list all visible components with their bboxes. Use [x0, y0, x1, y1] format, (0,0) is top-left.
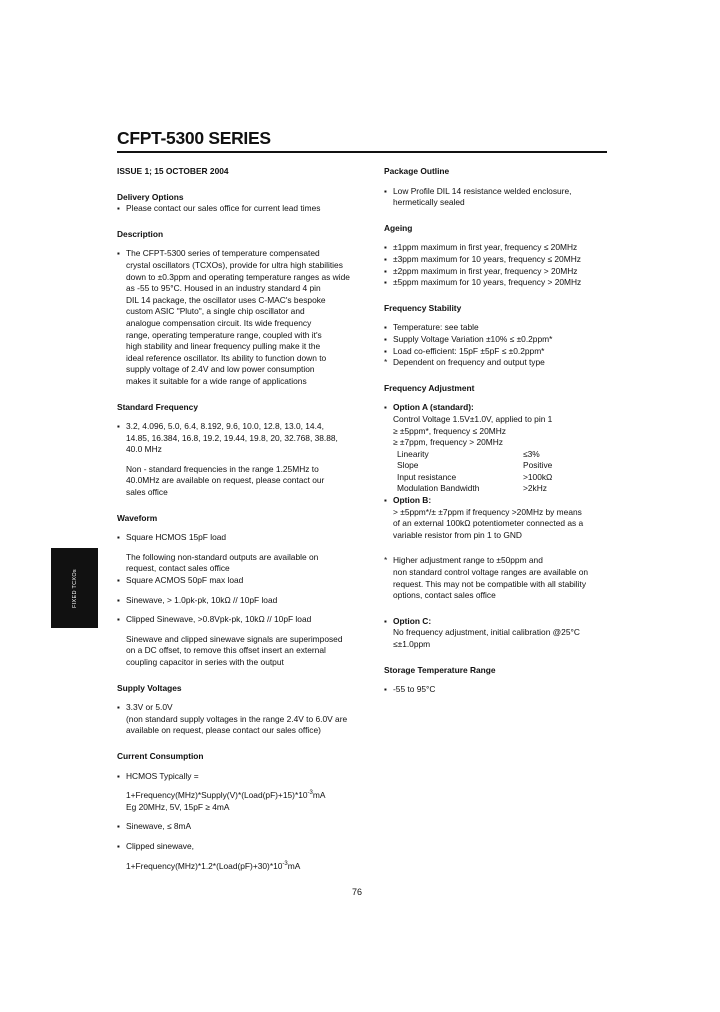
issue-line: ISSUE 1; 15 OCTOBER 2004: [117, 166, 229, 176]
formula-exponent: -3: [282, 860, 288, 867]
spec-label: Slope: [397, 460, 419, 471]
spec-value: ≤3%: [523, 448, 540, 459]
standard-frequency-heading: Standard Frequency: [117, 401, 198, 412]
description-line: range, operating temperature range, coupled with it's: [126, 329, 322, 340]
waveform-item: ▪ Square ACMOS 50pF max load: [117, 575, 367, 587]
formula-exponent: -3: [307, 790, 313, 797]
title-rule: [117, 151, 607, 153]
option-c-text: [384, 627, 609, 650]
spec-value: >100kΩ: [523, 471, 553, 482]
waveform-item: ▪ Sinewave, > 1.0pk-pk, 10kΩ // 10pF load: [117, 595, 367, 607]
description-line: analogue compensation circuit. Its wide frequency: [126, 317, 312, 328]
note-line: on a DC offset, to remove this offset insert an external: [126, 645, 326, 656]
option-a-label: ▪ Option A (standard):: [384, 402, 609, 414]
option-b-line: > ±5ppm*/± ±7ppm if frequency >20MHz by means: [393, 506, 582, 517]
waveform-item: ▪ Square HCMOS 15pF load: [117, 532, 367, 544]
frequency-line: 14.85, 16.384, 16.8, 19.2, 19.44, 19.8, 20, 32.768, 38.88,: [126, 432, 338, 443]
waveform-note: [117, 552, 367, 575]
note-line: request, contact sales office: [126, 563, 230, 574]
option-b-line: variable resistor from pin 1 to GND: [393, 529, 522, 540]
spec-label: Input resistance: [397, 471, 457, 482]
note-line: Sinewave and clipped sinewave signals are superimposed: [126, 633, 343, 644]
storage-item: ▪ -55 to 95°C: [384, 684, 609, 696]
ageing-item: ▪ ±2ppm maximum in first year, frequency > 20MHz: [384, 266, 609, 278]
description-line: DIL 14 package, the oscillator uses C-MAC's bespoke: [126, 294, 326, 305]
frequency-line: ▪ 3.2, 4.096, 5.0, 6.4, 8.192, 9.6, 10.0, 12.8, 13.0, 14.4,: [126, 421, 324, 432]
stability-item: ▪ Supply Voltage Variation ±10% ≤ ±0.2ppm*: [384, 334, 609, 346]
supply-note: [117, 714, 367, 737]
current-formula: [117, 790, 367, 802]
note-line: coupling capacitor in series with the output: [126, 657, 284, 667]
package-heading: Package Outline: [384, 166, 450, 176]
waveform-heading: Waveform: [117, 512, 158, 523]
option-a-line: ≥ ±7ppm, frequency > 20MHz: [393, 437, 503, 448]
description-line: custom ASIC "Pluto", a single chip oscillator and: [126, 306, 305, 317]
left-column: [117, 166, 367, 872]
note-line: options, contact sales office: [393, 590, 496, 601]
description-text: [117, 248, 367, 387]
description-line: ▪ The CFPT-5300 series of temperature compensated: [126, 248, 320, 259]
description-line: as -55 to 95°C. Housed in an industry standard 4 pin: [126, 283, 321, 294]
note-line: * Higher adjustment range to ±50ppm and: [393, 555, 543, 566]
option-a-table: [384, 449, 609, 495]
note-line: Non - standard frequencies in the range 1.25MHz to: [126, 463, 319, 474]
spec-label: Modulation Bandwidth: [397, 483, 480, 494]
current-item: ▪ Clipped sinewave,: [117, 841, 367, 853]
side-tab-label: FIXED TCXOs: [71, 568, 78, 608]
delivery-text: ▪ Please contact our sales office for current lead times: [117, 203, 367, 215]
option-b-label: ▪ Option B:: [384, 495, 609, 507]
current-item: ▪ HCMOS Typically =: [117, 771, 367, 783]
stability-item: ▪ Load co-efficient: 15pF ±5pF ≤ ±0.2ppm*: [384, 346, 609, 358]
note-line: sales office: [126, 487, 168, 498]
description-heading: Description: [117, 228, 164, 239]
note-line: request. This may not be compatible with all stability: [393, 578, 587, 589]
stability-note: * Dependent on frequency and output type: [384, 357, 609, 369]
option-a-line: ≥ ±5ppm*, frequency ≤ 20MHz: [393, 425, 506, 436]
note-line: non standard control voltage ranges are available on: [393, 567, 589, 578]
waveform-note-2: [117, 634, 367, 669]
spec-value: >2kHz: [523, 483, 547, 494]
ageing-item: ▪ ±1ppm maximum in first year, frequency ≤ 20MHz: [384, 242, 609, 254]
section-side-tab: [51, 548, 98, 628]
spec-label: Linearity: [397, 448, 429, 459]
stability-item: ▪ Temperature: see table: [384, 322, 609, 334]
frequency-note: [117, 464, 367, 499]
waveform-item: ▪ Clipped Sinewave, >0.8Vpk-pk, 10kΩ // 10pF load: [117, 614, 367, 626]
page-number: 76: [352, 887, 363, 897]
option-b-text: [384, 507, 609, 542]
current-example: Eg 20MHz, 5V, 15pF ≥ 4mA: [126, 801, 230, 812]
supply-item: ▪ 3.3V or 5.0V: [117, 702, 367, 714]
formula-unit: mA: [287, 860, 301, 871]
package-text: [384, 186, 609, 209]
note-line: (non standard supply voltages in the range 2.4V to 6.0V are: [126, 713, 348, 724]
standard-frequency-list: [117, 421, 367, 456]
supply-heading: Supply Voltages: [117, 682, 182, 693]
description-line: crystal oscillators (TCXOs), provide for ultra high stabilities: [126, 259, 343, 270]
option-a-text: [384, 414, 609, 449]
adjustment-heading: Frequency Adjustment: [384, 382, 475, 393]
ageing-heading: Ageing: [384, 222, 413, 233]
option-c-line: ≤±1.0ppm: [393, 639, 431, 649]
option-b-line: of an external 100kΩ potentiometer connected as a: [393, 518, 584, 529]
current-formula: [117, 861, 367, 873]
current-heading: Current Consumption: [117, 750, 204, 761]
package-line: ▪ Low Profile DIL 14 resistance welded enclosure,: [393, 185, 572, 196]
description-line: down to ±0.3ppm and operating temperature ranges as wide: [126, 271, 350, 282]
note-line: The following non-standard outputs are available on: [126, 551, 319, 562]
package-line: hermetically sealed: [393, 197, 465, 208]
page-title: CFPT-5300 SERIES: [117, 128, 271, 148]
formula-text: 1+Frequency(MHz)*1.2*(Load(pF)+30)*10: [126, 860, 283, 871]
note-line: 40.0MHz are available on request, please contact our: [126, 475, 325, 486]
option-a-line: Control Voltage 1.5V±1.0V, applied to pin 1: [393, 413, 553, 424]
option-c-label: ▪ Option C:: [384, 616, 609, 628]
description-line: supply voltage of 2.4V and low power consumption: [126, 364, 315, 375]
option-c-line: No frequency adjustment, initial calibration @25°C: [393, 627, 580, 638]
formula-text: 1+Frequency(MHz)*Supply(V)*(Load(pF)+15)*10: [126, 790, 308, 801]
description-line: ideal reference oscillator. Its ability to function down to: [126, 352, 327, 363]
note-line: available on request, please contact our sales office): [126, 725, 321, 736]
right-column: [384, 166, 609, 696]
adjustment-note: [384, 555, 609, 601]
ageing-item: ▪ ±5ppm maximum for 10 years, frequency > 20MHz: [384, 277, 609, 289]
formula-unit: mA: [312, 790, 326, 801]
current-item: ▪ Sinewave, ≤ 8mA: [117, 821, 367, 833]
description-line: high stability and linear frequency pulling make it the: [126, 341, 321, 352]
description-line: makes it suitable for a wide range of applications: [126, 375, 307, 386]
spec-value: Positive: [523, 460, 553, 471]
storage-heading: Storage Temperature Range: [384, 664, 496, 675]
ageing-item: ▪ ±3ppm maximum for 10 years, frequency ≤ 20MHz: [384, 254, 609, 266]
delivery-heading: Delivery Options: [117, 191, 184, 202]
frequency-line: 40.0 MHz: [126, 444, 162, 455]
stability-heading: Frequency Stability: [384, 302, 462, 313]
